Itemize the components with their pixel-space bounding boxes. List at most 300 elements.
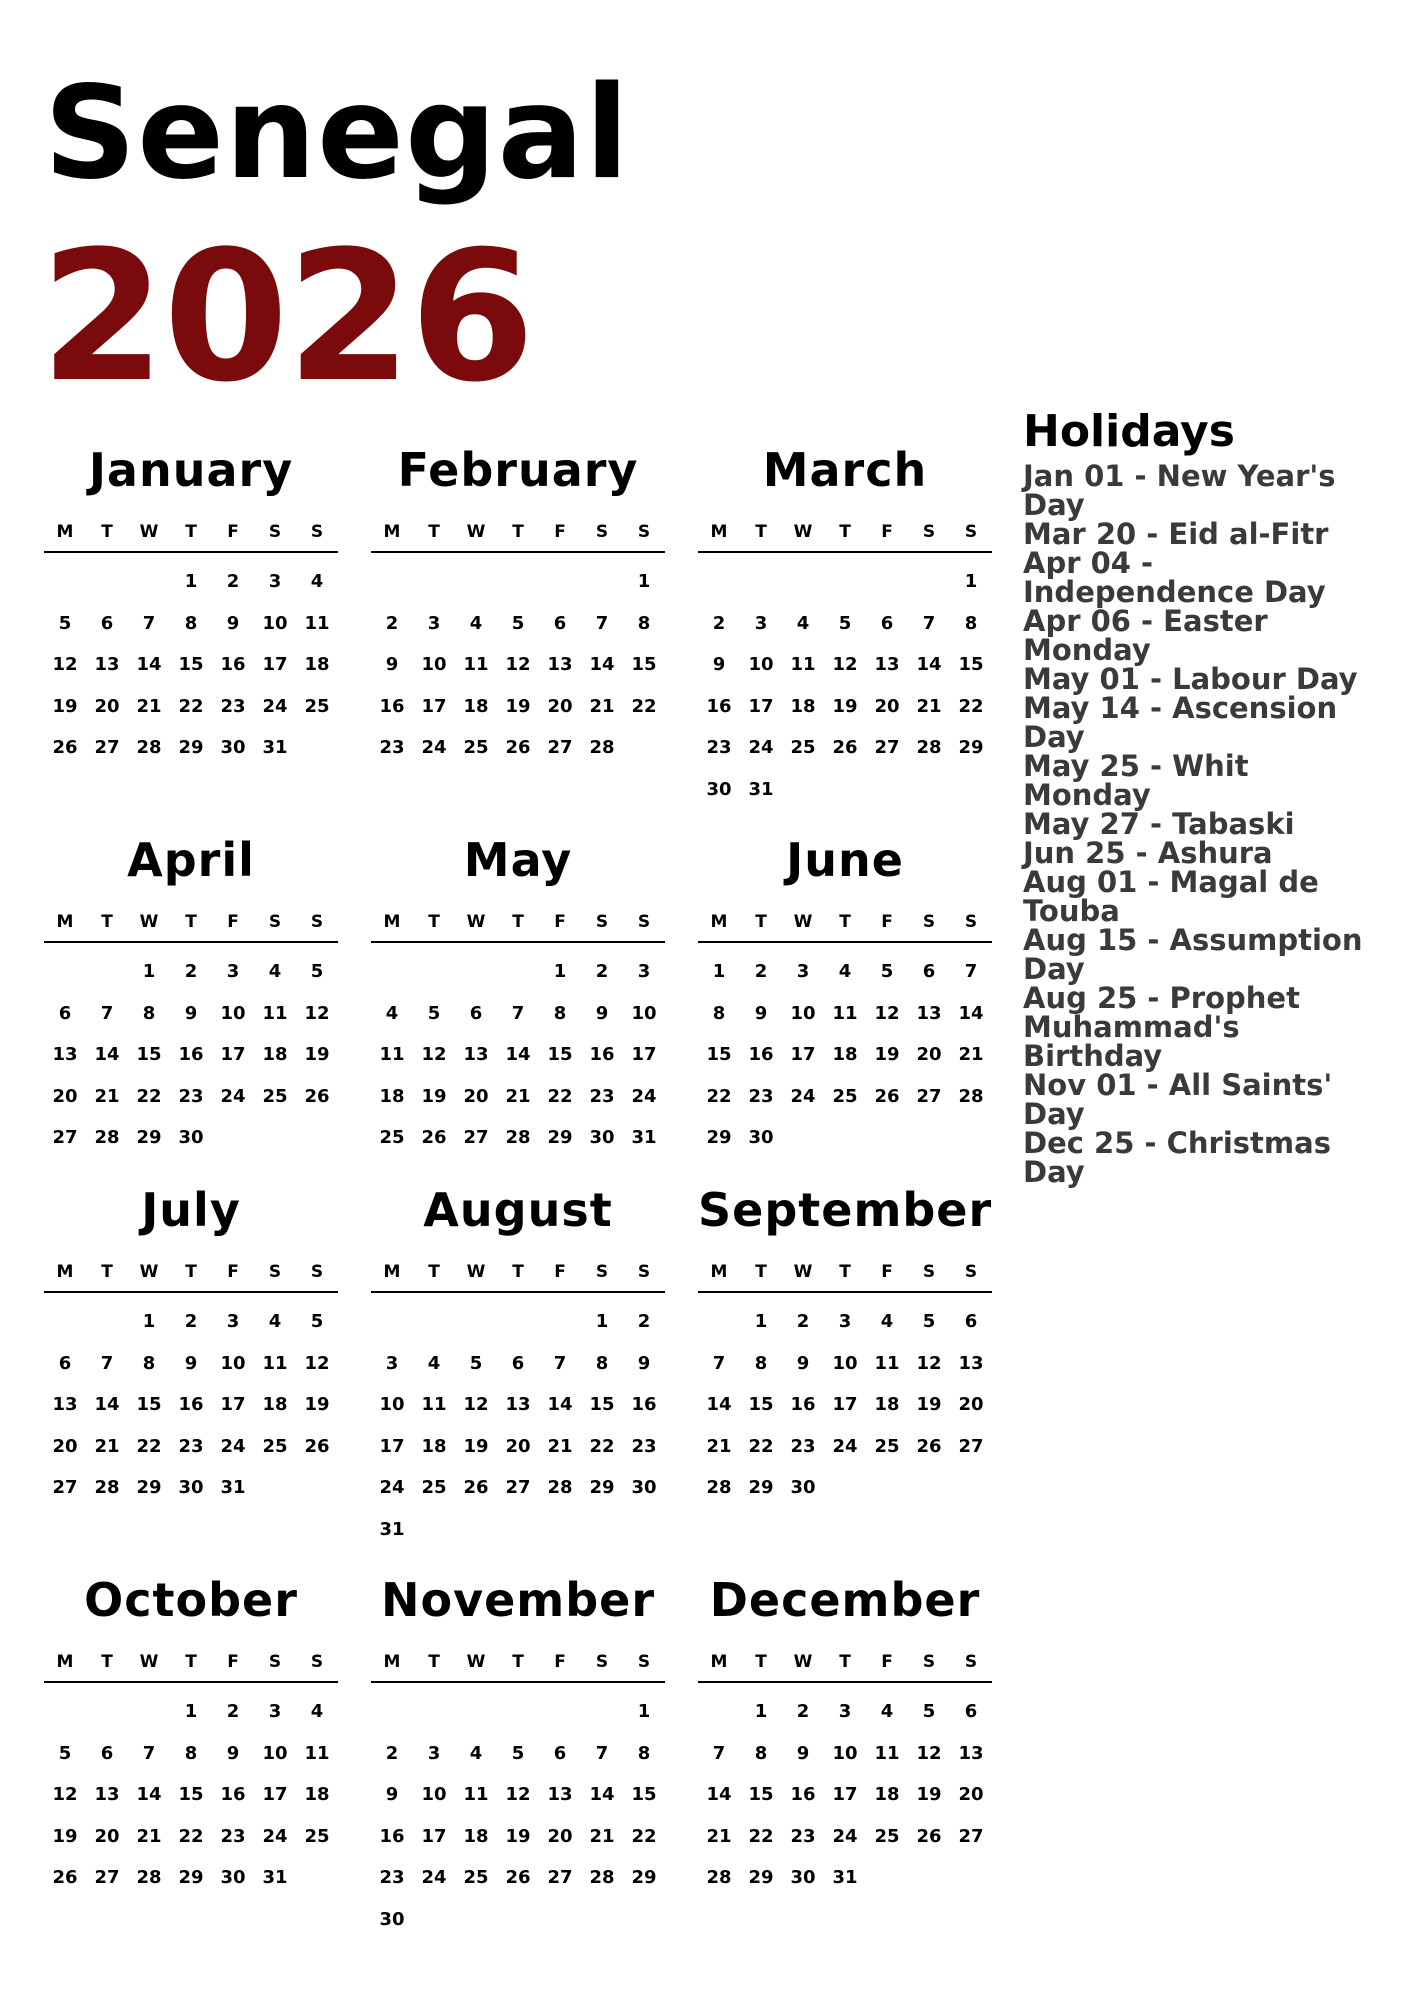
weekday-label: S [268, 522, 282, 542]
weekday-label: S [268, 912, 282, 932]
day-cell: 28 [136, 737, 162, 758]
day-cell: 25 [262, 1085, 288, 1107]
weekday-label: T [755, 912, 767, 932]
day-cell: 15 [136, 1394, 162, 1415]
day-cell: 10 [262, 1742, 288, 1764]
day-cell: 15 [706, 1044, 732, 1065]
weekday-header [371, 1262, 665, 1293]
weekday-label: T [755, 1262, 767, 1282]
day-cell: 22 [631, 1825, 657, 1847]
day-cell: 14 [547, 1394, 573, 1415]
weekday-label: T [512, 1262, 524, 1282]
weekday-label: W [139, 1652, 159, 1672]
day-cell: 11 [304, 612, 330, 634]
day-cell: 23 [631, 1435, 657, 1457]
day-cell: 25 [304, 1825, 330, 1847]
day-cell: 8 [637, 1742, 651, 1764]
day-cell: 30 [220, 737, 246, 758]
weekday-label: T [839, 1652, 851, 1672]
month-name: December [709, 1573, 981, 1627]
weekday-label: F [227, 1652, 239, 1672]
day-cell: 17 [262, 1784, 288, 1805]
day-cell: 30 [790, 1477, 816, 1498]
day-cell: 24 [748, 737, 774, 758]
day-cell: 16 [631, 1394, 657, 1415]
day-cell: 26 [505, 737, 531, 758]
day-blank [455, 561, 497, 603]
weekday-label: T [839, 912, 851, 932]
weekday-label: F [227, 522, 239, 542]
day-cell: 17 [832, 1784, 858, 1805]
day-cell: 14 [94, 1394, 120, 1415]
weekday-label: S [268, 1262, 282, 1282]
weekday-header [44, 912, 338, 943]
weekday-label: T [101, 912, 113, 932]
day-cell: 18 [790, 695, 816, 717]
weekday-label: F [554, 1262, 566, 1282]
day-cell: 13 [463, 1044, 489, 1065]
day-blank [44, 1691, 86, 1733]
day-cell: 1 [964, 571, 978, 592]
month-april [44, 830, 338, 1159]
day-cell: 26 [304, 1085, 330, 1107]
weekday-label: M [56, 1262, 74, 1282]
day-cell: 17 [631, 1044, 657, 1065]
holiday-item: Aug 01 - Magal de Touba [1023, 865, 1319, 928]
day-cell: 22 [178, 695, 204, 717]
day-cell: 24 [832, 1825, 858, 1847]
weekday-label: T [428, 522, 440, 542]
day-cell: 22 [748, 1435, 774, 1457]
day-cell: 15 [589, 1394, 615, 1415]
day-cell: 26 [463, 1477, 489, 1498]
weekday-label: T [185, 1262, 197, 1282]
day-blank [740, 561, 782, 603]
day-cell: 27 [94, 737, 120, 758]
holiday-item: Apr 04 - Independence Day [1023, 546, 1326, 609]
day-cell: 31 [832, 1867, 858, 1888]
day-cell: 21 [916, 695, 942, 717]
day-cell: 4 [880, 1311, 894, 1332]
holiday-item: Nov 01 - All Saints' Day [1023, 1068, 1333, 1131]
day-cell: 25 [463, 1867, 489, 1888]
day-cell: 14 [94, 1044, 120, 1065]
day-cell: 17 [421, 1825, 447, 1847]
day-cell: 21 [958, 1044, 984, 1065]
weekday-label: T [839, 1262, 851, 1282]
day-blank [128, 1691, 170, 1733]
day-cell: 31 [262, 1867, 288, 1888]
weekday-label: M [383, 912, 401, 932]
day-cell: 25 [874, 1435, 900, 1457]
weekday-label: W [793, 912, 813, 932]
month-name: May [463, 833, 573, 887]
weekday-label: M [710, 912, 728, 932]
day-cell: 13 [52, 1394, 78, 1415]
day-cell: 16 [178, 1044, 204, 1065]
day-blank [539, 1691, 581, 1733]
weekday-label: F [227, 1262, 239, 1282]
weekday-header [698, 912, 992, 943]
weekday-label: F [554, 912, 566, 932]
day-cell: 29 [748, 1867, 774, 1888]
day-cell: 6 [58, 1352, 72, 1374]
day-cell: 28 [706, 1477, 732, 1498]
weekday-label: T [101, 1652, 113, 1672]
day-blank [86, 561, 128, 603]
day-cell: 2 [754, 961, 768, 982]
weekday-header [371, 522, 665, 553]
day-blank [539, 561, 581, 603]
day-cell: 18 [304, 1784, 330, 1805]
day-cell: 9 [796, 1352, 810, 1374]
day-cell: 4 [469, 612, 483, 634]
day-cell: 10 [748, 654, 774, 675]
day-cell: 7 [142, 1742, 156, 1764]
days-grid [44, 1683, 338, 1899]
day-cell: 18 [379, 1085, 405, 1107]
holiday-item: Jan 01 - New Year's Day [1023, 459, 1336, 522]
day-cell: 19 [916, 1784, 942, 1805]
day-cell: 10 [631, 1002, 657, 1024]
day-cell: 21 [547, 1435, 573, 1457]
day-cell: 31 [748, 778, 774, 800]
weekday-label: F [554, 522, 566, 542]
weekday-label: M [56, 912, 74, 932]
day-cell: 28 [547, 1477, 573, 1498]
day-cell: 22 [547, 1085, 573, 1107]
day-cell: 19 [505, 1825, 531, 1847]
day-cell: 15 [547, 1044, 573, 1065]
day-cell: 15 [748, 1784, 774, 1805]
weekday-label: M [383, 1262, 401, 1282]
day-cell: 14 [589, 1784, 615, 1805]
day-blank [86, 951, 128, 993]
day-cell: 1 [637, 571, 651, 592]
day-cell: 31 [220, 1477, 246, 1498]
day-cell: 10 [220, 1002, 246, 1024]
day-cell: 25 [832, 1085, 858, 1107]
day-cell: 24 [421, 1867, 447, 1888]
day-cell: 7 [511, 1002, 525, 1024]
weekday-label: S [595, 1652, 609, 1672]
day-cell: 3 [637, 961, 651, 982]
day-cell: 18 [874, 1784, 900, 1805]
day-cell: 18 [463, 695, 489, 717]
weekday-label: F [554, 1652, 566, 1672]
day-cell: 28 [958, 1085, 984, 1107]
day-cell: 6 [880, 612, 894, 634]
weekday-label: S [310, 522, 324, 542]
day-cell: 24 [790, 1085, 816, 1107]
day-cell: 22 [136, 1085, 162, 1107]
day-cell: 26 [52, 1867, 78, 1888]
month-november [371, 1570, 665, 1940]
weekday-header [44, 1652, 338, 1683]
weekday-header [698, 522, 992, 553]
day-blank [455, 951, 497, 993]
day-cell: 21 [94, 1085, 120, 1107]
day-cell: 8 [553, 1002, 567, 1024]
day-cell: 3 [268, 571, 282, 592]
weekday-label: T [512, 522, 524, 542]
day-cell: 23 [178, 1435, 204, 1457]
day-cell: 1 [637, 1701, 651, 1722]
day-cell: 2 [184, 1311, 198, 1332]
day-cell: 23 [790, 1825, 816, 1847]
day-cell: 15 [178, 1784, 204, 1805]
day-cell: 6 [469, 1002, 483, 1024]
day-cell: 11 [874, 1352, 900, 1374]
month-name: February [397, 443, 639, 497]
day-cell: 21 [706, 1825, 732, 1847]
day-cell: 1 [595, 1311, 609, 1332]
day-cell: 31 [379, 1518, 405, 1540]
day-cell: 5 [922, 1311, 936, 1332]
weekday-label: T [185, 522, 197, 542]
day-cell: 22 [631, 695, 657, 717]
weekday-label: S [595, 1262, 609, 1282]
days-grid [371, 1683, 665, 1940]
day-cell: 20 [916, 1044, 942, 1065]
day-cell: 18 [421, 1435, 447, 1457]
day-cell: 1 [142, 1311, 156, 1332]
day-blank [371, 561, 413, 603]
day-cell: 9 [184, 1352, 198, 1374]
weekday-label: S [637, 522, 651, 542]
year-title: 2026 [40, 213, 533, 422]
weekday-label: M [710, 522, 728, 542]
day-cell: 12 [874, 1002, 900, 1024]
holidays-title: Holidays [1023, 406, 1235, 457]
weekday-label: S [637, 1262, 651, 1282]
weekday-label: S [595, 522, 609, 542]
day-cell: 16 [706, 695, 732, 717]
day-cell: 27 [52, 1477, 78, 1498]
day-cell: 30 [220, 1867, 246, 1888]
day-cell: 29 [547, 1127, 573, 1148]
day-cell: 12 [916, 1742, 942, 1764]
day-cell: 1 [142, 961, 156, 982]
day-cell: 26 [832, 737, 858, 758]
day-cell: 12 [52, 654, 78, 675]
day-cell: 6 [58, 1002, 72, 1024]
day-blank [44, 951, 86, 993]
day-cell: 16 [790, 1784, 816, 1805]
day-cell: 22 [136, 1435, 162, 1457]
day-cell: 2 [184, 961, 198, 982]
day-cell: 30 [379, 1908, 405, 1930]
day-cell: 3 [838, 1311, 852, 1332]
day-cell: 27 [505, 1477, 531, 1498]
day-cell: 10 [421, 1784, 447, 1805]
day-cell: 24 [421, 737, 447, 758]
day-cell: 4 [838, 961, 852, 982]
day-cell: 27 [547, 1867, 573, 1888]
weekday-label: T [839, 522, 851, 542]
day-cell: 13 [958, 1352, 984, 1374]
day-cell: 26 [916, 1825, 942, 1847]
month-name: March [762, 443, 928, 497]
days-grid [44, 943, 338, 1159]
day-cell: 29 [136, 1127, 162, 1148]
day-blank [698, 1301, 740, 1343]
day-cell: 9 [184, 1002, 198, 1024]
days-grid [698, 1683, 992, 1899]
day-blank [371, 951, 413, 993]
day-cell: 14 [505, 1044, 531, 1065]
weekday-label: M [383, 522, 401, 542]
weekday-header [44, 1262, 338, 1293]
day-cell: 3 [427, 1742, 441, 1764]
day-cell: 10 [832, 1742, 858, 1764]
weekday-header [371, 912, 665, 943]
weekday-label: T [512, 912, 524, 932]
day-cell: 1 [712, 961, 726, 982]
day-cell: 28 [706, 1867, 732, 1888]
day-cell: 6 [100, 1742, 114, 1764]
day-cell: 3 [268, 1701, 282, 1722]
day-blank [908, 561, 950, 603]
day-cell: 21 [589, 1825, 615, 1847]
day-cell: 17 [379, 1435, 405, 1457]
day-cell: 14 [706, 1394, 732, 1415]
day-cell: 8 [712, 1002, 726, 1024]
month-name: January [88, 443, 294, 497]
day-cell: 12 [505, 654, 531, 675]
weekday-label: W [139, 522, 159, 542]
weekday-label: W [139, 1262, 159, 1282]
month-name: August [423, 1183, 613, 1237]
day-cell: 6 [511, 1352, 525, 1374]
holiday-item: May 25 - Whit Monday [1023, 749, 1249, 812]
day-cell: 19 [916, 1394, 942, 1415]
day-cell: 12 [505, 1784, 531, 1805]
day-blank [824, 561, 866, 603]
day-cell: 17 [220, 1044, 246, 1065]
day-cell: 12 [832, 654, 858, 675]
weekday-label: M [56, 1652, 74, 1672]
day-cell: 28 [94, 1127, 120, 1148]
day-cell: 5 [880, 961, 894, 982]
day-cell: 1 [184, 1701, 198, 1722]
day-cell: 25 [790, 737, 816, 758]
weekday-label: F [227, 912, 239, 932]
weekday-label: S [268, 1652, 282, 1672]
day-cell: 28 [94, 1477, 120, 1498]
day-blank [455, 1301, 497, 1343]
day-cell: 11 [874, 1742, 900, 1764]
day-cell: 11 [463, 1784, 489, 1805]
day-cell: 9 [385, 1784, 399, 1805]
day-cell: 8 [754, 1352, 768, 1374]
day-cell: 4 [880, 1701, 894, 1722]
day-cell: 21 [706, 1435, 732, 1457]
day-cell: 19 [832, 695, 858, 717]
day-cell: 8 [595, 1352, 609, 1374]
day-cell: 1 [754, 1701, 768, 1722]
day-cell: 30 [178, 1477, 204, 1498]
day-cell: 20 [874, 695, 900, 717]
day-cell: 2 [226, 1701, 240, 1722]
day-cell: 24 [832, 1435, 858, 1457]
day-cell: 24 [220, 1085, 246, 1107]
day-cell: 28 [505, 1127, 531, 1148]
day-cell: 2 [595, 961, 609, 982]
day-cell: 11 [832, 1002, 858, 1024]
day-cell: 19 [505, 695, 531, 717]
day-cell: 5 [838, 612, 852, 634]
weekday-label: S [922, 522, 936, 542]
day-cell: 5 [922, 1701, 936, 1722]
day-cell: 14 [916, 654, 942, 675]
day-cell: 4 [427, 1352, 441, 1374]
day-cell: 2 [712, 612, 726, 634]
day-cell: 1 [754, 1311, 768, 1332]
day-cell: 10 [790, 1002, 816, 1024]
day-blank [44, 1301, 86, 1343]
day-cell: 6 [553, 1742, 567, 1764]
day-cell: 25 [874, 1825, 900, 1847]
weekday-label: T [755, 522, 767, 542]
month-name: November [380, 1573, 656, 1627]
days-grid [44, 1293, 338, 1509]
day-cell: 9 [595, 1002, 609, 1024]
day-cell: 11 [379, 1044, 405, 1065]
day-cell: 6 [964, 1701, 978, 1722]
day-cell: 27 [52, 1127, 78, 1148]
holiday-item: Dec 25 - Christmas Day [1023, 1126, 1331, 1189]
day-cell: 22 [748, 1825, 774, 1847]
day-cell: 11 [304, 1742, 330, 1764]
days-grid [371, 1293, 665, 1550]
day-cell: 26 [52, 737, 78, 758]
day-cell: 22 [589, 1435, 615, 1457]
day-cell: 17 [262, 654, 288, 675]
day-cell: 15 [631, 1784, 657, 1805]
day-cell: 23 [220, 1825, 246, 1847]
weekday-label: T [755, 1652, 767, 1672]
weekday-label: W [793, 522, 813, 542]
day-cell: 13 [94, 654, 120, 675]
day-cell: 24 [631, 1085, 657, 1107]
day-blank [497, 951, 539, 993]
day-blank [581, 561, 623, 603]
day-cell: 24 [262, 695, 288, 717]
day-cell: 13 [52, 1044, 78, 1065]
day-cell: 28 [589, 737, 615, 758]
weekday-label: F [881, 912, 893, 932]
day-cell: 5 [310, 1311, 324, 1332]
weekday-label: W [139, 912, 159, 932]
day-cell: 24 [220, 1435, 246, 1457]
month-name: October [84, 1573, 298, 1627]
day-cell: 22 [706, 1085, 732, 1107]
weekday-label: F [881, 1652, 893, 1672]
weekday-label: M [710, 1652, 728, 1672]
day-cell: 14 [706, 1784, 732, 1805]
day-cell: 11 [790, 654, 816, 675]
day-cell: 8 [637, 612, 651, 634]
weekday-label: S [637, 1652, 651, 1672]
days-grid [698, 1293, 992, 1509]
day-cell: 7 [964, 961, 978, 982]
day-cell: 10 [379, 1394, 405, 1415]
day-blank [539, 1301, 581, 1343]
day-cell: 3 [226, 961, 240, 982]
day-cell: 11 [463, 654, 489, 675]
weekday-label: S [922, 1652, 936, 1672]
